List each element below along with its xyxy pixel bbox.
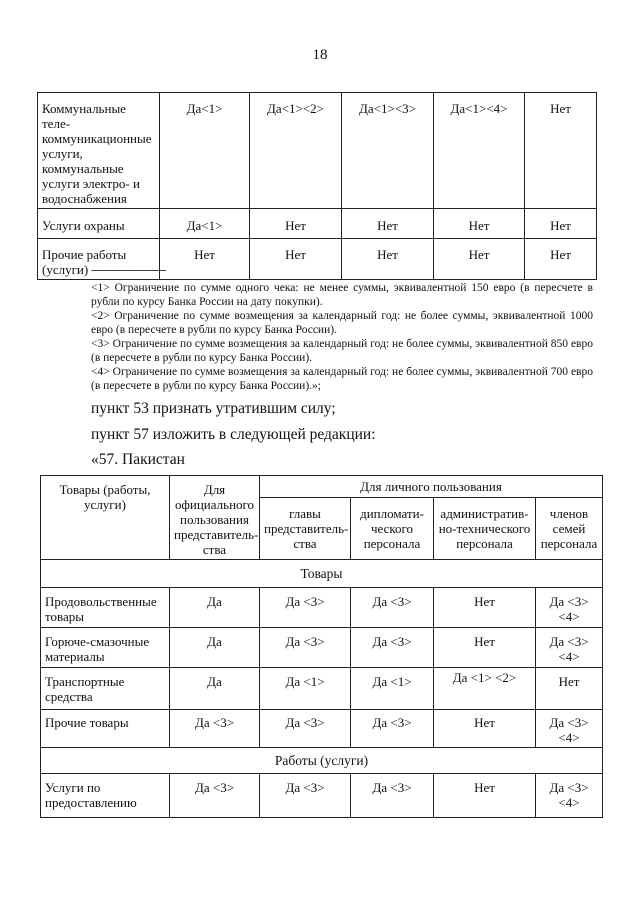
paragraph-57: пункт 57 изложить в следующей редакции: (91, 426, 376, 443)
section-row (41, 748, 603, 774)
section-goods: Товары (41, 560, 603, 588)
footnote-3: <3> Ограничение по сумме возмещения за календарный год: не более суммы, эквивалентной 850 евро (в пересчете в рубли по курсу Банка России). (91, 338, 593, 364)
table-cell: Да<1> (160, 209, 250, 239)
table-cell: Да <3> (170, 710, 260, 748)
table-cell: Нет (434, 239, 525, 280)
header-official: Для официального пользования представитель-ства (170, 476, 260, 560)
table-cell: Да <3> (351, 710, 434, 748)
table-cell: Нет (525, 239, 597, 280)
footnote-4: <4> Ограничение по сумме возмещения за календарный год: не более суммы, эквивалентной 700 евро (в пересчете в рубли по курсу Банка России).»; (91, 366, 593, 392)
table-cell: Да<1><4> (434, 93, 525, 209)
table-cell: Нет (536, 668, 603, 710)
header-admin: административ-но-технического персонала (434, 498, 536, 560)
table-cell: Да (170, 588, 260, 628)
table-cell: Нет (250, 239, 342, 280)
row-label: Услуги охраны (38, 209, 160, 239)
row-label: Продовольственные товары (41, 588, 170, 628)
footnote-separator: -------------------------------- (91, 265, 166, 276)
table-cell: Да <3> <4> (536, 710, 603, 748)
header-family: членов семей персонала (536, 498, 603, 560)
table-cell: Да <3> (260, 774, 351, 818)
table-cell: Да <3> (260, 710, 351, 748)
table-cell: Нет (434, 710, 536, 748)
table-cell: Нет (342, 239, 434, 280)
row-label: Услуги по предоставлению (41, 774, 170, 818)
table-row (38, 209, 597, 239)
row-label: Коммунальные теле-коммуникационные услуги, коммунальные услуги электро- и водоснабжения (38, 93, 160, 209)
table-cell: Да<1><2> (250, 93, 342, 209)
table-cell: Нет (342, 209, 434, 239)
table-cell: Нет (160, 239, 250, 280)
table-cell: Да <3> (351, 628, 434, 668)
section-services: Работы (услуги) (41, 748, 603, 774)
table-cell: Да (170, 668, 260, 710)
table-row (38, 93, 597, 209)
table-cell: Нет (525, 93, 597, 209)
table-cell: Да<1><3> (342, 93, 434, 209)
header-personal: Для личного пользования (260, 476, 603, 498)
row-label: Прочие товары (41, 710, 170, 748)
table-cell: Да <3> (260, 588, 351, 628)
table-cell: Да <1> <2> (434, 668, 536, 710)
table-cell: Нет (250, 209, 342, 239)
table-row (41, 774, 603, 818)
section-heading: «57. Пакистан (91, 451, 185, 468)
section-row (41, 560, 603, 588)
table-cell: Нет (434, 588, 536, 628)
page-number: 18 (312, 47, 328, 63)
table-row (41, 628, 603, 668)
table-cell: Нет (434, 628, 536, 668)
table-cell: Да <3> <4> (536, 774, 603, 818)
table-cell: Нет (434, 774, 536, 818)
table-cell: Да (170, 628, 260, 668)
table-cell: Да <3> <4> (536, 588, 603, 628)
header-head: главы представитель-ства (260, 498, 351, 560)
table-pakistan (40, 475, 603, 818)
header-diplomatic: дипломати-ческого персонала (351, 498, 434, 560)
table-row (41, 588, 603, 628)
table-cell: Да <1> (260, 668, 351, 710)
footnote-1: <1> Ограничение по сумме одного чека: не менее суммы, эквивалентной 150 евро (в пересчете в рубли по курсу Банка России на дату покупки). (91, 282, 593, 308)
table-header-row (41, 476, 603, 498)
table-cell: Нет (434, 209, 525, 239)
row-label: Транспортные средства (41, 668, 170, 710)
table-row (41, 668, 603, 710)
table-row (41, 710, 603, 748)
paragraph-53: пункт 53 признать утратившим силу; (91, 400, 336, 417)
table-cell: Да<1> (160, 93, 250, 209)
table-utilities (37, 92, 597, 280)
table-cell: Да <1> (351, 668, 434, 710)
table-cell: Да <3><4> (536, 628, 603, 668)
table-cell: Да <3> (260, 628, 351, 668)
footnote-2: <2> Ограничение по сумме возмещения за календарный год: не более суммы, эквивалентной 1000 евро (в пересчете в рубли по курсу Банка России). (91, 310, 593, 336)
header-goods: Товары (работы, услуги) (41, 476, 170, 560)
table-cell: Нет (525, 209, 597, 239)
table-cell: Да <3> (170, 774, 260, 818)
row-label: Горюче-смазочные материалы (41, 628, 170, 668)
table-cell: Да <3> (351, 588, 434, 628)
table-cell: Да <3> (351, 774, 434, 818)
row-label: Прочие работы (услуги) (38, 239, 160, 280)
